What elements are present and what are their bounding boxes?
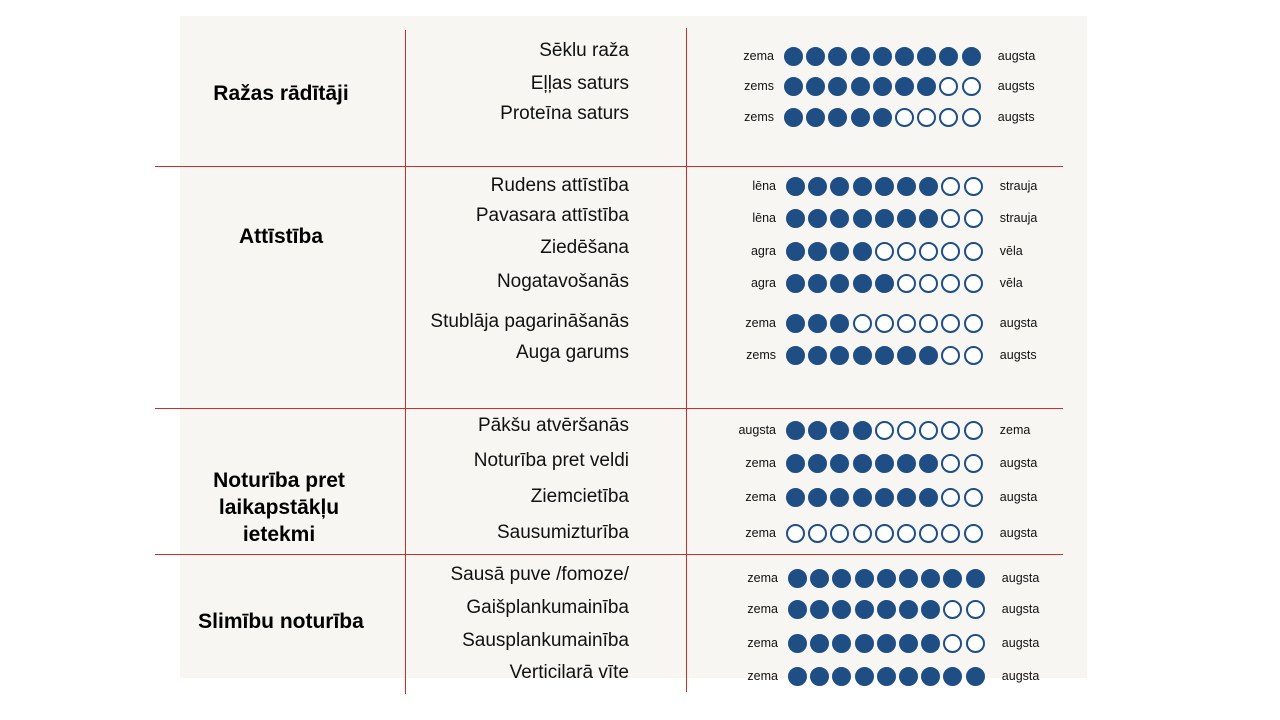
scale-low-label: zema: [745, 456, 776, 470]
filled-dot-icon: [853, 454, 872, 473]
filled-dot-icon: [897, 488, 916, 507]
trait-label: Ziedēšana: [540, 237, 629, 258]
empty-dot-icon: [964, 177, 983, 196]
empty-dot-icon: [897, 314, 916, 333]
divider-vertical-2: [686, 28, 687, 692]
empty-dot-icon: [897, 421, 916, 440]
divider-horizontal-2: [155, 408, 1063, 409]
empty-dot-icon: [919, 524, 938, 543]
empty-dot-icon: [919, 421, 938, 440]
rating-dots: [786, 454, 986, 473]
scale-high-label: augsts: [999, 348, 1037, 362]
empty-dot-icon: [919, 242, 938, 261]
filled-dot-icon: [786, 274, 805, 293]
empty-dot-icon: [964, 488, 983, 507]
filled-dot-icon: [830, 274, 849, 293]
filled-dot-icon: [830, 488, 849, 507]
rating-dots: [784, 108, 984, 127]
scale-low-label: zema: [743, 49, 774, 63]
empty-dot-icon: [897, 274, 916, 293]
filled-dot-icon: [875, 274, 894, 293]
scale-low-label: zems: [744, 110, 774, 124]
rating-dots: [788, 569, 988, 588]
filled-dot-icon: [921, 600, 940, 619]
empty-dot-icon: [964, 524, 983, 543]
scale-high-label: augsta: [1001, 571, 1040, 585]
trait-label: Pavasara attīstība: [475, 205, 629, 226]
filled-dot-icon: [873, 47, 892, 66]
scale-low-label: zema: [745, 316, 776, 330]
empty-dot-icon: [941, 274, 960, 293]
empty-dot-icon: [966, 634, 985, 653]
filled-dot-icon: [877, 600, 896, 619]
empty-dot-icon: [941, 346, 960, 365]
empty-dot-icon: [962, 77, 981, 96]
filled-dot-icon: [919, 346, 938, 365]
filled-dot-icon: [786, 177, 805, 196]
filled-dot-icon: [788, 569, 807, 588]
empty-dot-icon: [897, 242, 916, 261]
filled-dot-icon: [919, 454, 938, 473]
filled-dot-icon: [855, 667, 874, 686]
rating-dots: [786, 421, 986, 440]
scale-low-label: zema: [747, 636, 778, 650]
filled-dot-icon: [853, 209, 872, 228]
filled-dot-icon: [808, 314, 827, 333]
empty-dot-icon: [875, 242, 894, 261]
rating-dots: [786, 242, 986, 261]
trait-label: Gaišplankumainība: [466, 597, 629, 618]
empty-dot-icon: [962, 108, 981, 127]
filled-dot-icon: [830, 242, 849, 261]
scale-high-label: augsta: [1001, 636, 1040, 650]
rating-dots: [786, 346, 986, 365]
empty-dot-icon: [941, 524, 960, 543]
scale-high-label: strauja: [999, 179, 1038, 193]
trait-label: Eļļas saturs: [530, 73, 629, 94]
scale-high-label: augsta: [999, 526, 1038, 540]
filled-dot-icon: [873, 108, 892, 127]
empty-dot-icon: [964, 242, 983, 261]
scale-high-label: vēla: [999, 276, 1023, 290]
filled-dot-icon: [808, 209, 827, 228]
category-development: Attīstība: [239, 225, 323, 248]
rating-dots: [786, 524, 986, 543]
filled-dot-icon: [899, 569, 918, 588]
filled-dot-icon: [828, 47, 847, 66]
category-weather-resistance: Noturība pret laikapstākļu ietekmi: [213, 469, 345, 546]
scale-low-label: zems: [744, 79, 774, 93]
filled-dot-icon: [921, 667, 940, 686]
scale-high-label: strauja: [999, 211, 1038, 225]
rating-dots: [786, 177, 986, 196]
filled-dot-icon: [899, 600, 918, 619]
rating-dots: [786, 314, 986, 333]
filled-dot-icon: [853, 274, 872, 293]
filled-dot-icon: [786, 314, 805, 333]
empty-dot-icon: [895, 108, 914, 127]
empty-dot-icon: [875, 421, 894, 440]
scale-high-label: augsta: [999, 316, 1038, 330]
filled-dot-icon: [786, 421, 805, 440]
filled-dot-icon: [808, 274, 827, 293]
scale-low-label: lēna: [752, 179, 776, 193]
filled-dot-icon: [875, 454, 894, 473]
trait-label: Verticilarā vīte: [509, 662, 629, 683]
filled-dot-icon: [810, 667, 829, 686]
filled-dot-icon: [875, 209, 894, 228]
filled-dot-icon: [919, 177, 938, 196]
filled-dot-icon: [962, 47, 981, 66]
scale-high-label: augsts: [997, 79, 1035, 93]
empty-dot-icon: [875, 524, 894, 543]
filled-dot-icon: [877, 667, 896, 686]
scale-low-label: zema: [747, 669, 778, 683]
scale-high-label: augsta: [997, 49, 1036, 63]
filled-dot-icon: [851, 47, 870, 66]
filled-dot-icon: [877, 569, 896, 588]
filled-dot-icon: [830, 209, 849, 228]
filled-dot-icon: [788, 600, 807, 619]
empty-dot-icon: [941, 421, 960, 440]
scale-high-label: augsta: [1001, 602, 1040, 616]
filled-dot-icon: [939, 47, 958, 66]
filled-dot-icon: [786, 346, 805, 365]
filled-dot-icon: [830, 314, 849, 333]
scale-high-label: vēla: [999, 244, 1023, 258]
empty-dot-icon: [964, 346, 983, 365]
trait-label: Proteīna saturs: [500, 103, 629, 124]
filled-dot-icon: [786, 488, 805, 507]
filled-dot-icon: [853, 177, 872, 196]
empty-dot-icon: [943, 634, 962, 653]
filled-dot-icon: [919, 488, 938, 507]
filled-dot-icon: [897, 177, 916, 196]
filled-dot-icon: [786, 242, 805, 261]
empty-dot-icon: [964, 209, 983, 228]
empty-dot-icon: [786, 524, 805, 543]
filled-dot-icon: [788, 634, 807, 653]
filled-dot-icon: [966, 667, 985, 686]
filled-dot-icon: [853, 242, 872, 261]
filled-dot-icon: [899, 667, 918, 686]
filled-dot-icon: [784, 47, 803, 66]
filled-dot-icon: [788, 667, 807, 686]
empty-dot-icon: [939, 77, 958, 96]
category-yield: Ražas rādītāji: [213, 82, 349, 105]
empty-dot-icon: [917, 108, 936, 127]
scale-low-label: agra: [750, 244, 776, 258]
rating-dots: [788, 600, 988, 619]
filled-dot-icon: [808, 242, 827, 261]
scale-high-label: augsta: [999, 490, 1038, 504]
filled-dot-icon: [784, 77, 803, 96]
filled-dot-icon: [943, 569, 962, 588]
filled-dot-icon: [921, 634, 940, 653]
empty-dot-icon: [808, 524, 827, 543]
empty-dot-icon: [964, 274, 983, 293]
empty-dot-icon: [875, 314, 894, 333]
filled-dot-icon: [899, 634, 918, 653]
filled-dot-icon: [808, 454, 827, 473]
category-disease-resistance: Slimību noturība: [198, 610, 364, 633]
filled-dot-icon: [897, 209, 916, 228]
trait-label: Stublāja pagarināšanās: [430, 311, 629, 332]
filled-dot-icon: [895, 47, 914, 66]
scale-low-label: agra: [750, 276, 776, 290]
empty-dot-icon: [941, 177, 960, 196]
filled-dot-icon: [786, 454, 805, 473]
filled-dot-icon: [830, 421, 849, 440]
rating-dots: [786, 209, 986, 228]
filled-dot-icon: [810, 634, 829, 653]
rating-dots: [786, 274, 986, 293]
filled-dot-icon: [806, 108, 825, 127]
trait-label: Noturība pret veldi: [473, 450, 629, 471]
filled-dot-icon: [808, 177, 827, 196]
filled-dot-icon: [875, 488, 894, 507]
filled-dot-icon: [806, 77, 825, 96]
filled-dot-icon: [921, 569, 940, 588]
filled-dot-icon: [853, 421, 872, 440]
filled-dot-icon: [917, 47, 936, 66]
trait-label: Sausplankumainība: [462, 630, 629, 651]
scale-low-label: zema: [745, 526, 776, 540]
filled-dot-icon: [919, 209, 938, 228]
filled-dot-icon: [966, 569, 985, 588]
filled-dot-icon: [832, 600, 851, 619]
filled-dot-icon: [786, 209, 805, 228]
trait-label: Auga garums: [515, 342, 629, 363]
empty-dot-icon: [939, 108, 958, 127]
filled-dot-icon: [830, 177, 849, 196]
filled-dot-icon: [832, 667, 851, 686]
scale-low-label: zema: [747, 571, 778, 585]
empty-dot-icon: [897, 524, 916, 543]
filled-dot-icon: [853, 488, 872, 507]
filled-dot-icon: [806, 47, 825, 66]
scale-low-label: zema: [745, 490, 776, 504]
filled-dot-icon: [830, 346, 849, 365]
empty-dot-icon: [966, 600, 985, 619]
filled-dot-icon: [877, 634, 896, 653]
filled-dot-icon: [875, 177, 894, 196]
empty-dot-icon: [853, 524, 872, 543]
empty-dot-icon: [943, 600, 962, 619]
filled-dot-icon: [832, 569, 851, 588]
trait-label: Sēklu raža: [539, 40, 629, 61]
filled-dot-icon: [828, 108, 847, 127]
filled-dot-icon: [855, 569, 874, 588]
filled-dot-icon: [895, 77, 914, 96]
trait-label: Ziemcietība: [530, 486, 629, 507]
trait-label: Sausumizturība: [496, 522, 629, 543]
empty-dot-icon: [941, 314, 960, 333]
empty-dot-icon: [964, 314, 983, 333]
empty-dot-icon: [919, 314, 938, 333]
empty-dot-icon: [941, 209, 960, 228]
filled-dot-icon: [855, 600, 874, 619]
filled-dot-icon: [873, 77, 892, 96]
empty-dot-icon: [853, 314, 872, 333]
trait-label: Pākšu atvēršanās: [477, 415, 629, 436]
filled-dot-icon: [784, 108, 803, 127]
rating-dots: [788, 667, 988, 686]
filled-dot-icon: [808, 421, 827, 440]
filled-dot-icon: [855, 634, 874, 653]
filled-dot-icon: [851, 77, 870, 96]
divider-horizontal-3: [155, 554, 1063, 555]
empty-dot-icon: [964, 421, 983, 440]
filled-dot-icon: [917, 77, 936, 96]
filled-dot-icon: [897, 346, 916, 365]
filled-dot-icon: [810, 569, 829, 588]
empty-dot-icon: [941, 454, 960, 473]
filled-dot-icon: [830, 454, 849, 473]
empty-dot-icon: [919, 274, 938, 293]
trait-label: Nogatavošanās: [496, 271, 629, 292]
scale-high-label: augsta: [1001, 669, 1040, 683]
trait-label: Sausā puve /fomoze/: [450, 564, 629, 585]
empty-dot-icon: [830, 524, 849, 543]
scale-low-label: zema: [747, 602, 778, 616]
empty-dot-icon: [964, 454, 983, 473]
filled-dot-icon: [808, 488, 827, 507]
filled-dot-icon: [943, 667, 962, 686]
filled-dot-icon: [832, 634, 851, 653]
filled-dot-icon: [851, 108, 870, 127]
filled-dot-icon: [897, 454, 916, 473]
scale-low-label: zems: [746, 348, 776, 362]
scale-low-label: lēna: [752, 211, 776, 225]
rating-dots: [784, 77, 984, 96]
filled-dot-icon: [853, 346, 872, 365]
filled-dot-icon: [875, 346, 894, 365]
rating-dots: [784, 47, 984, 66]
scale-high-label: zema: [999, 423, 1031, 437]
filled-dot-icon: [808, 346, 827, 365]
empty-dot-icon: [941, 242, 960, 261]
rating-dots: [786, 488, 986, 507]
filled-dot-icon: [810, 600, 829, 619]
scale-high-label: augsts: [997, 110, 1035, 124]
divider-horizontal-1: [155, 166, 1063, 167]
empty-dot-icon: [941, 488, 960, 507]
scale-low-label: augsta: [738, 423, 776, 437]
rating-dots: [788, 634, 988, 653]
filled-dot-icon: [828, 77, 847, 96]
scale-high-label: augsta: [999, 456, 1038, 470]
trait-label: Rudens attīstība: [490, 175, 629, 196]
